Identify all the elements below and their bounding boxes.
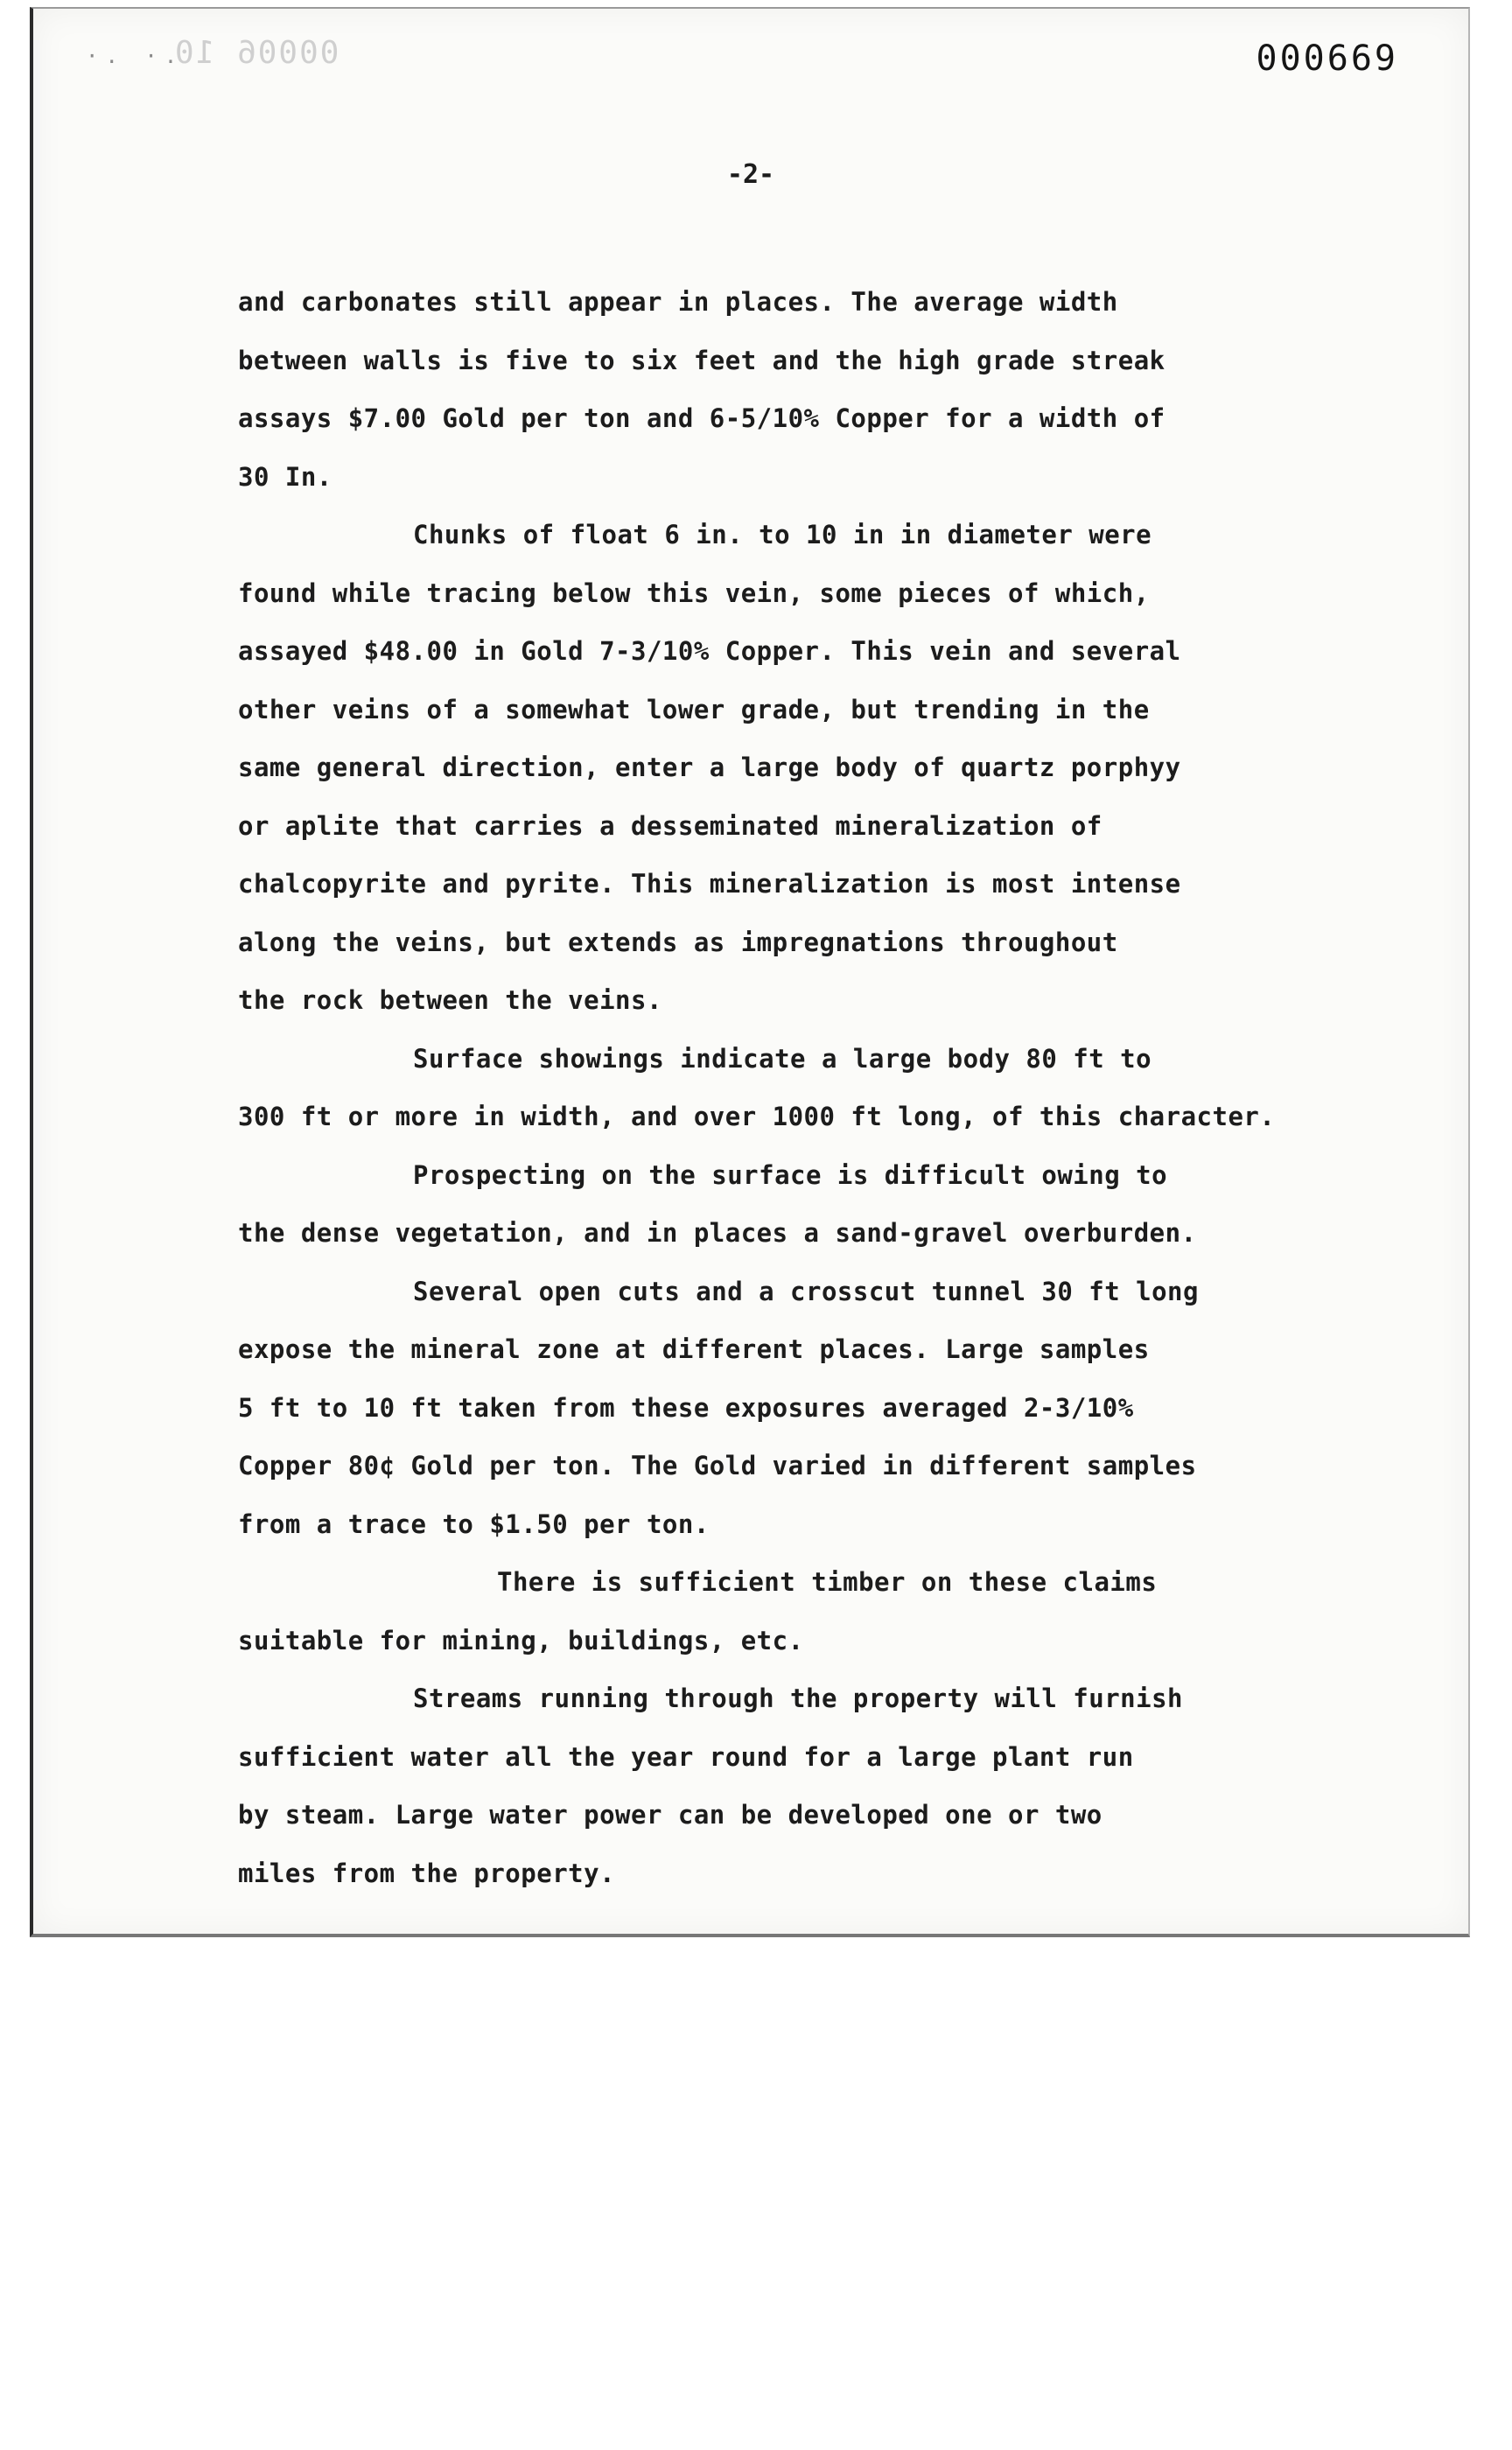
body-text [238, 273, 1428, 1902]
text-line: and carbonates still appear in places. The average width [238, 287, 1118, 317]
text-line: the rock between the veins. [238, 985, 662, 1015]
text-line: or aplite that carries a desseminated mineralization of [238, 810, 1102, 841]
text-line: found while tracing below this vein, some pieces of which, [238, 578, 1150, 608]
text-line: 5 ft to 10 ft taken from these exposures averaged 2-3/10% [238, 1392, 1134, 1423]
text-line: Chunks of float 6 in. to 10 in in diameter were [413, 520, 1152, 550]
text-line: expose the mineral zone at different places. Large samples [238, 1334, 1150, 1364]
text-line: Prospecting on the surface is difficult owing to [413, 1159, 1168, 1190]
scan-specks: ·. ·. [86, 44, 185, 68]
text-line: same general direction, enter a large body of quartz porphyy [238, 752, 1181, 782]
text-line: chalcopyrite and pyrite. This mineralization is most intense [238, 869, 1181, 899]
text-line: suitable for mining, buildings, etc. [238, 1625, 804, 1656]
text-line: Several open cuts and a crosscut tunnel 30 ft long [413, 1276, 1199, 1306]
text-line: along the veins, but extends as impregnations throughout [238, 927, 1118, 957]
scanned-page [30, 7, 1470, 1937]
text-line: 300 ft or more in width, and over 1000 ft long, of this character. [238, 1102, 1276, 1131]
text-line: There is sufficient timber on these claims [497, 1567, 1158, 1597]
text-line: by steam. Large water power can be developed one or two [238, 1800, 1102, 1830]
page-number: -2- [726, 159, 775, 190]
text-line: assayed $48.00 in Gold 7-3/10% Copper. This vein and several [238, 636, 1181, 666]
text-line: between walls is five to six feet and the high grade streak [238, 345, 1166, 375]
text-line: other veins of a somewhat lower grade, but trending in the [238, 694, 1150, 724]
text-line: from a trace to $1.50 per ton. [238, 1508, 710, 1539]
text-line: 30 In. [238, 461, 332, 492]
text-line: Copper 80¢ Gold per ton. The Gold varied in different samples [238, 1451, 1197, 1480]
text-line: miles from the property. [238, 1858, 616, 1888]
bleed-through-number: 00006 10 [173, 35, 340, 71]
text-line: the dense vegetation, and in places a sand-gravel overburden. [238, 1218, 1197, 1248]
text-line: Surface showings indicate a large body 80 ft to [413, 1043, 1152, 1074]
text-line: sufficient water all the year round for a large plant run [238, 1741, 1134, 1772]
text-line: Streams running through the property will furnish [413, 1684, 1184, 1713]
document-number: 000669 [1256, 38, 1398, 79]
text-line: assays $7.00 Gold per ton and 6-5/10% Copper for a width of [238, 403, 1166, 433]
